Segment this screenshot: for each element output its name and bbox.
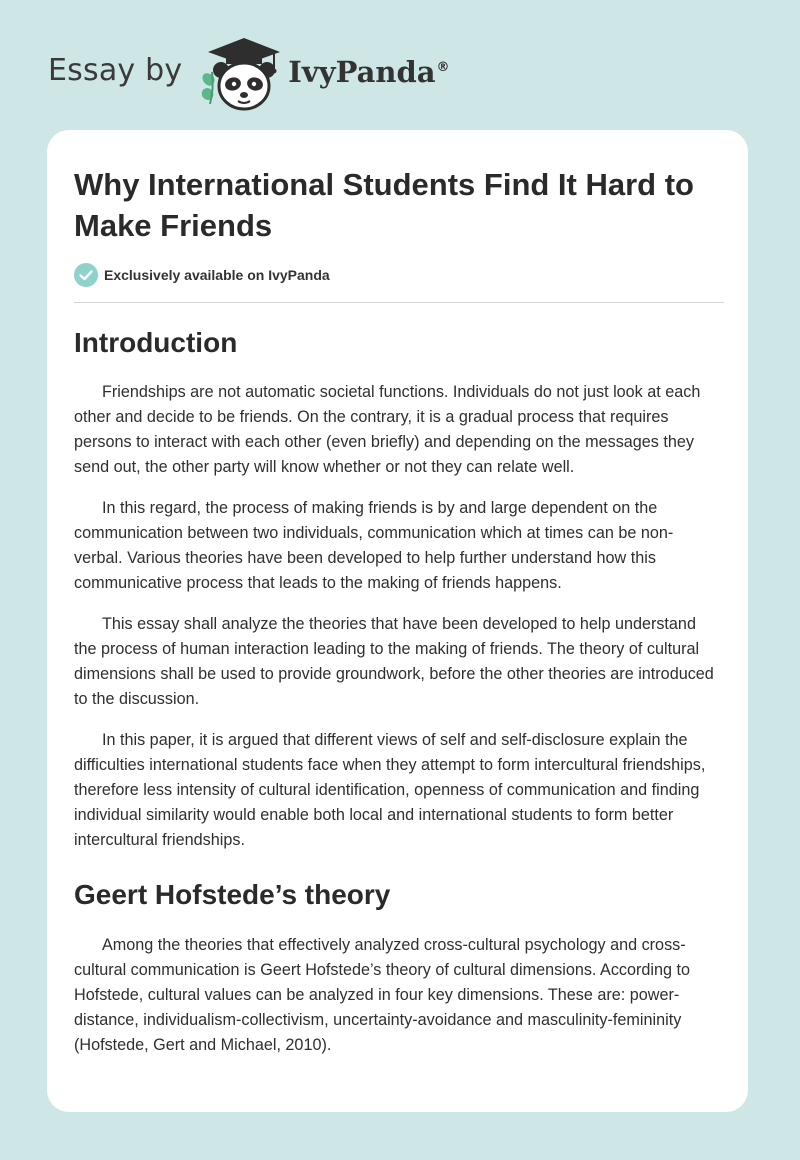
paragraph: Friendships are not automatic societal functions. Individuals do not just look at each other and decide to be friends. On the contrary, it is a gradual process that requires persons to interact with each other (even briefly) and depending on the messages they send out, the other party will know whether or not they can relate well. bbox=[74, 383, 701, 476]
site-header bbox=[48, 34, 450, 114]
essay-card bbox=[47, 130, 748, 1112]
essay-by-label: Essay by bbox=[48, 52, 183, 88]
paragraph: This essay shall analyze the theories that have been developed to help understand the process of human interaction leading to the making of friends. The theory of cultural dimensions shall be used to provide groundwork, before the other theories are introduced to the discussion. bbox=[74, 615, 714, 708]
panda-logo-icon[interactable] bbox=[196, 34, 282, 114]
paragraph: In this regard, the process of making friends is by and large dependent on the communication between two individuals, communication which at times can be non-verbal. Various theories have been developed to help further understand how this communicative process that leads to the making of friends happens. bbox=[74, 499, 674, 592]
divider bbox=[74, 302, 724, 303]
paragraph: Among the theories that effectively analyzed cross-cultural psychology and cross-cultural communication is Geert Hofstede’s theory of cultural dimensions. According to Hofstede, cultural values can be analyzed in four key dimensions. These are: power-distance, individualism-collectivism, uncertainty-avoidance and masculinity-femininity (Hofstede, Gert and Michael, 2010). bbox=[74, 936, 691, 1054]
exclusive-badge bbox=[74, 263, 721, 287]
section-introduction bbox=[74, 325, 721, 853]
registered-mark: ® bbox=[436, 60, 450, 76]
paragraph: In this paper, it is argued that different views of self and self-disclosure explain the difficulties international students face when they attempt to form intercultural friendships, therefore less intensity of cultural identification, openness of communication and finding individual similarity would enable both local and international students to form better intercultural friendships. bbox=[74, 731, 706, 849]
page-title: Why International Students Find It Hard to Make Friends bbox=[74, 167, 694, 243]
section-hofstede bbox=[74, 877, 721, 1058]
check-badge-icon bbox=[74, 263, 98, 287]
section-heading: Introduction bbox=[74, 327, 238, 358]
badge-label: Exclusively available on IvyPanda bbox=[104, 267, 330, 283]
section-heading: Geert Hofstede’s theory bbox=[74, 879, 391, 910]
brand-name[interactable]: IvyPanda® bbox=[288, 55, 450, 89]
